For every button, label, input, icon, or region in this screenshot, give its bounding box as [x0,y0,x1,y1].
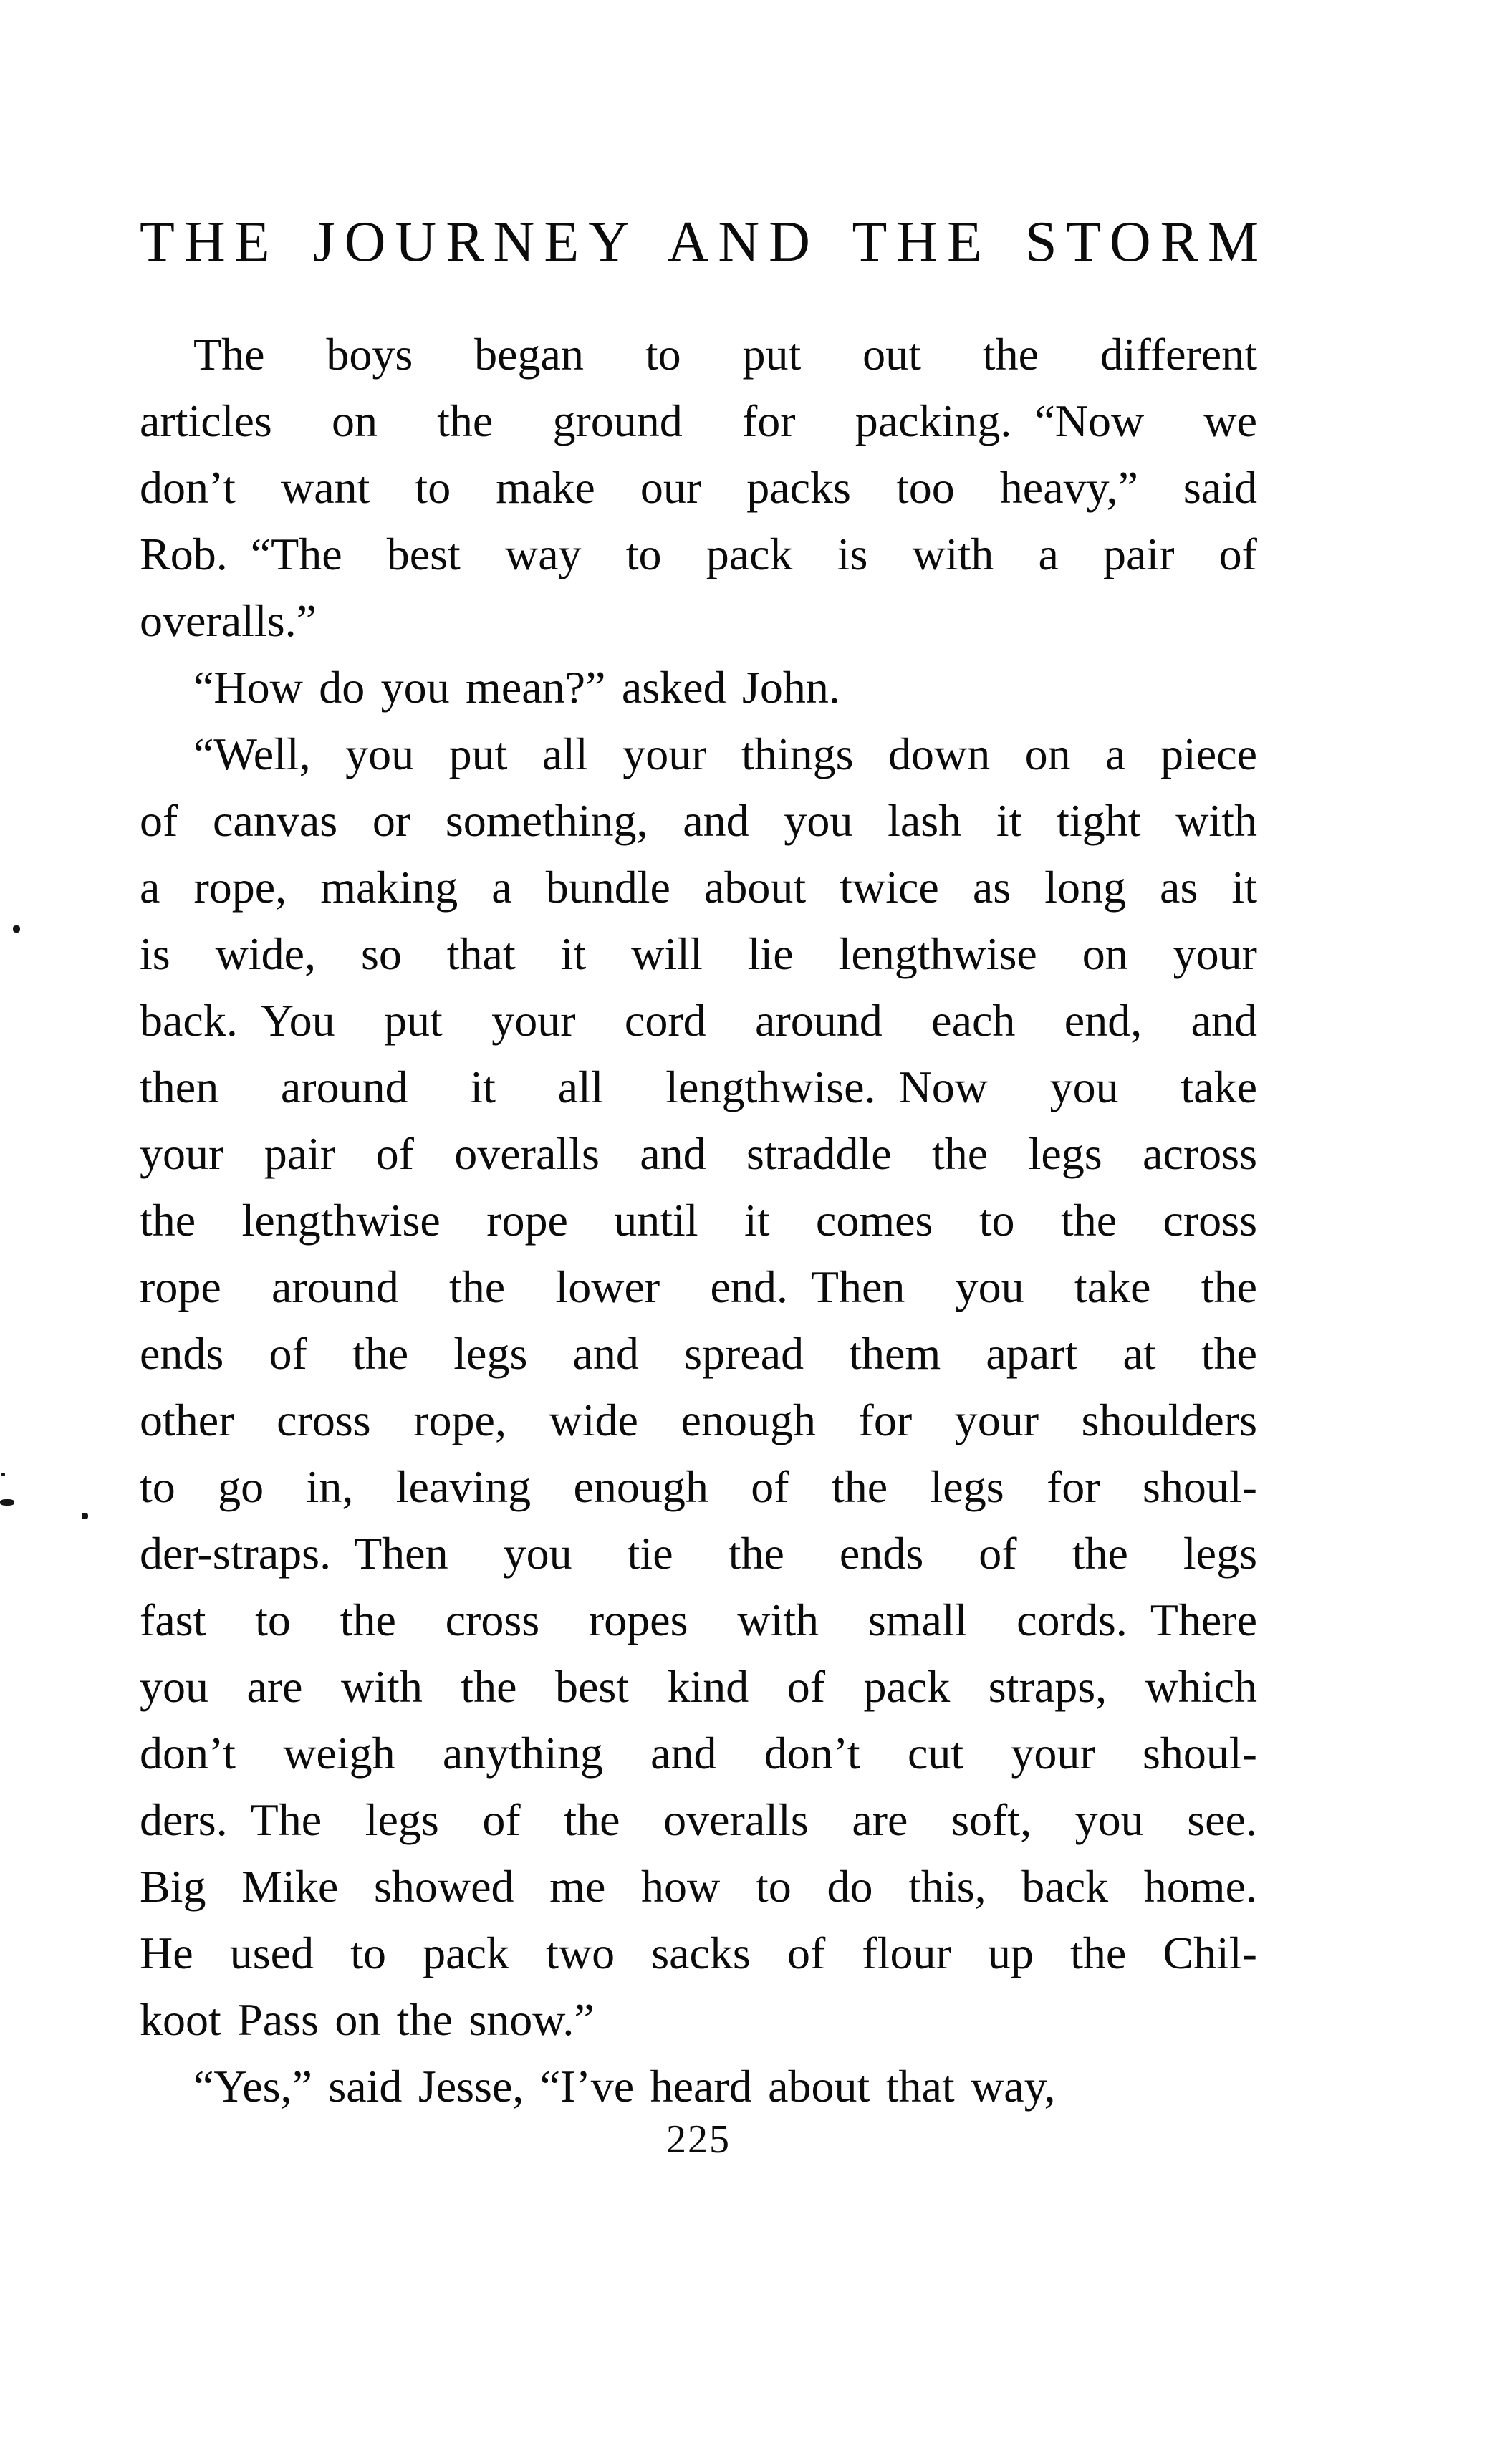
text-line: to go in, leaving enough of the legs for shoul- [140,1461,1257,1512]
body-text [140,321,1257,2119]
text-line: articles on the ground for packing. “Now we [140,395,1257,446]
text-line: you are with the best kind of pack straps, which [140,1661,1257,1712]
text-line: rope around the lower end. Then you take the [140,1261,1257,1312]
text-line: “Well, you put all your things down on a piece [193,728,1257,779]
text-line: He used to pack two sacks of flour up the Chil- [140,1928,1257,1978]
text-line: is wide, so that it will lie lengthwise on your [140,928,1257,979]
text-line: then around it all lengthwise. Now you take [140,1062,1257,1112]
text-line: fast to the cross ropes with small cords. There [140,1594,1257,1645]
text-line: a rope, making a bundle about twice as long as it [140,862,1257,913]
text-line: ders. The legs of the overalls are soft, you see. [140,1794,1257,1845]
text-line: ends of the legs and spread them apart at the [140,1328,1257,1379]
text-line: the lengthwise rope until it comes to the cross [140,1195,1257,1246]
scan-speck [1,1473,5,1476]
text-line: Big Mike showed me how to do this, back home. [140,1861,1257,1912]
text-line: of canvas or something, and you lash it tight with [140,795,1257,846]
text-line: back. You put your cord around each end, and [140,995,1257,1046]
text-line: der-straps. Then you tie the ends of the legs [140,1528,1257,1579]
scan-speck [82,1513,88,1519]
text-line: don’t want to make our packs too heavy,” said [140,462,1257,513]
text-line: The boys began to put out the different [193,329,1257,380]
chapter-title: THE JOURNEY AND THE STORM [140,211,1269,274]
scan-speck [0,1499,14,1506]
text-line: overalls.” [140,595,317,646]
text-line: koot Pass on the snow.” [140,1994,595,2045]
page-number: 225 [666,2117,731,2162]
text-line: “Yes,” said Jesse, “I’ve heard about that way, [193,2061,1056,2112]
text-line: your pair of overalls and straddle the legs across [140,1128,1257,1179]
text-line: “How do you mean?” asked John. [193,662,840,713]
text-line: Rob. “The best way to pack is with a pair of [140,529,1257,579]
text-line: other cross rope, wide enough for your shoulders [140,1395,1257,1445]
text-line: don’t weigh anything and don’t cut your shoul- [140,1728,1257,1779]
scan-speck [13,925,20,933]
